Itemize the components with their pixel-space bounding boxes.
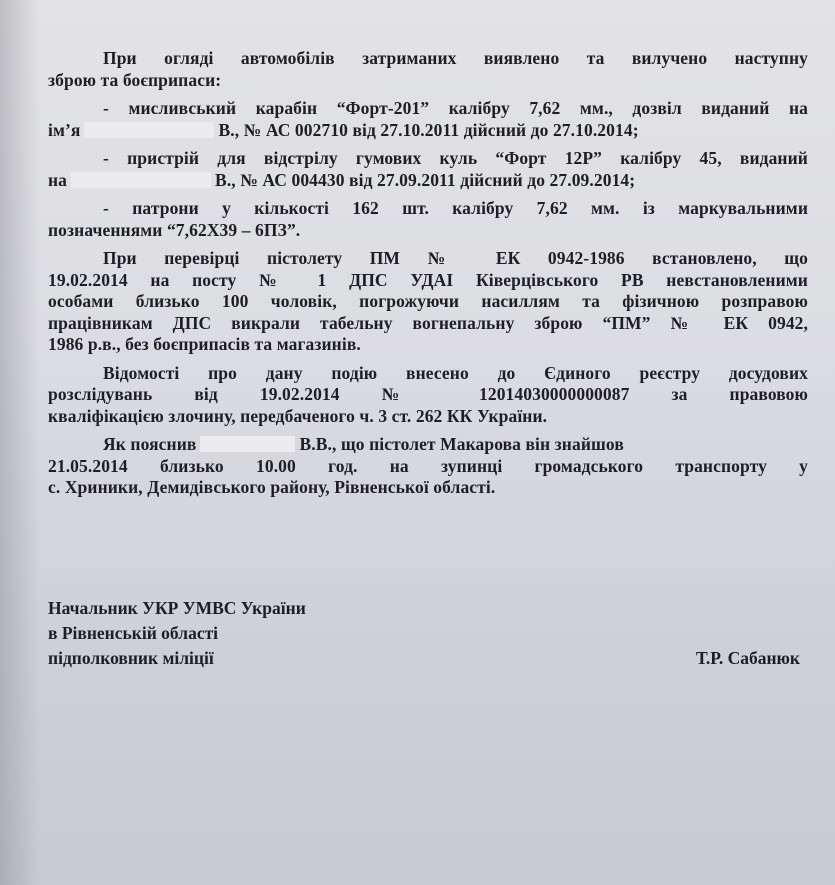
document-body	[48, 48, 808, 499]
text-line: Відомості про дану подію внесено до Єдиного реєстру досудових	[103, 362, 808, 383]
paragraph-spacer	[48, 356, 808, 363]
paragraph-spacer	[48, 191, 808, 198]
text-line: кваліфікацією злочину, передбаченого ч. 3 ст. 262 КК України.	[48, 405, 548, 426]
text-before-redaction: ім’я	[48, 119, 81, 140]
text-before-redaction: на	[48, 169, 68, 190]
text-line: зброю та боєприпаси:	[48, 69, 222, 90]
text-line: - пристрій для відстрілу гумових куль “Форт 12Р” калібру 45, виданий	[103, 148, 808, 168]
text-line: При огляді автомобілів затриманих виявлено та вилучено наступну	[103, 48, 808, 68]
text-line	[48, 434, 808, 456]
page-shadow	[0, 0, 40, 885]
text-line: позначеннями “7,62Х39 – 6ПЗ”.	[48, 219, 301, 240]
text-line: При перевірці пістолету ПМ № ЕК 0942-1986 встановлено, що	[103, 248, 808, 268]
text-line: особами близько 100 чоловік, погрожуючи насиллям та фізичною розправою	[48, 291, 808, 311]
text-line: розслідувань від 19.02.2014 № 12014030000000087 за правовою	[48, 384, 808, 404]
text-line	[48, 170, 808, 192]
redaction-box	[200, 436, 295, 452]
redaction-box	[84, 122, 214, 138]
text-after-redaction: В., № АС 004430 від 27.09.2011 дійсний до 27.09.2014;	[215, 169, 636, 190]
signature-block	[48, 596, 808, 671]
text-after-redaction: В., № АС 002710 від 27.10.2011 дійсний до 27.10.2014;	[218, 119, 639, 140]
text-after-redaction: В.В., що пістолет Макарова він знайшов	[299, 434, 624, 454]
signature-position: Начальник УКР УМВС України	[48, 598, 306, 618]
text-line: - патрони у кількості 162 шт. калібру 7,62 мм. із маркувальними	[103, 198, 808, 218]
signature-name: Т.Р. Сабанюк	[696, 648, 800, 668]
text-line: працівникам ДПС викрали табельну вогнепальну зброю “ПМ” № ЕК 0942,	[48, 312, 808, 333]
text-line	[48, 120, 808, 142]
paragraph-spacer	[48, 427, 808, 434]
text-line: 19.02.2014 на посту № 1 ДПС УДАІ Ківерцівського РВ невстановленими	[48, 269, 808, 290]
signature-rank: підполковник міліції	[48, 648, 214, 668]
paragraph-spacer	[48, 91, 808, 98]
text-line: 1986 р.в., без боєприпасів та магазинів.	[48, 334, 361, 354]
paragraph-spacer	[48, 241, 808, 248]
text-line: с. Хриники, Демидівського району, Рівненської області.	[48, 477, 496, 497]
redaction-box	[71, 172, 211, 188]
text-before-redaction: Як пояснив	[103, 434, 197, 454]
signature-region: в Рівненській області	[48, 623, 219, 643]
text-line: - мисливський карабін “Форт-201” калібру 7,62 мм., дозвіл виданий на	[103, 98, 808, 118]
paragraph-spacer	[48, 141, 808, 148]
text-line: 21.05.2014 близько 10.00 год. на зупинці громадського транспорту у	[48, 455, 808, 476]
